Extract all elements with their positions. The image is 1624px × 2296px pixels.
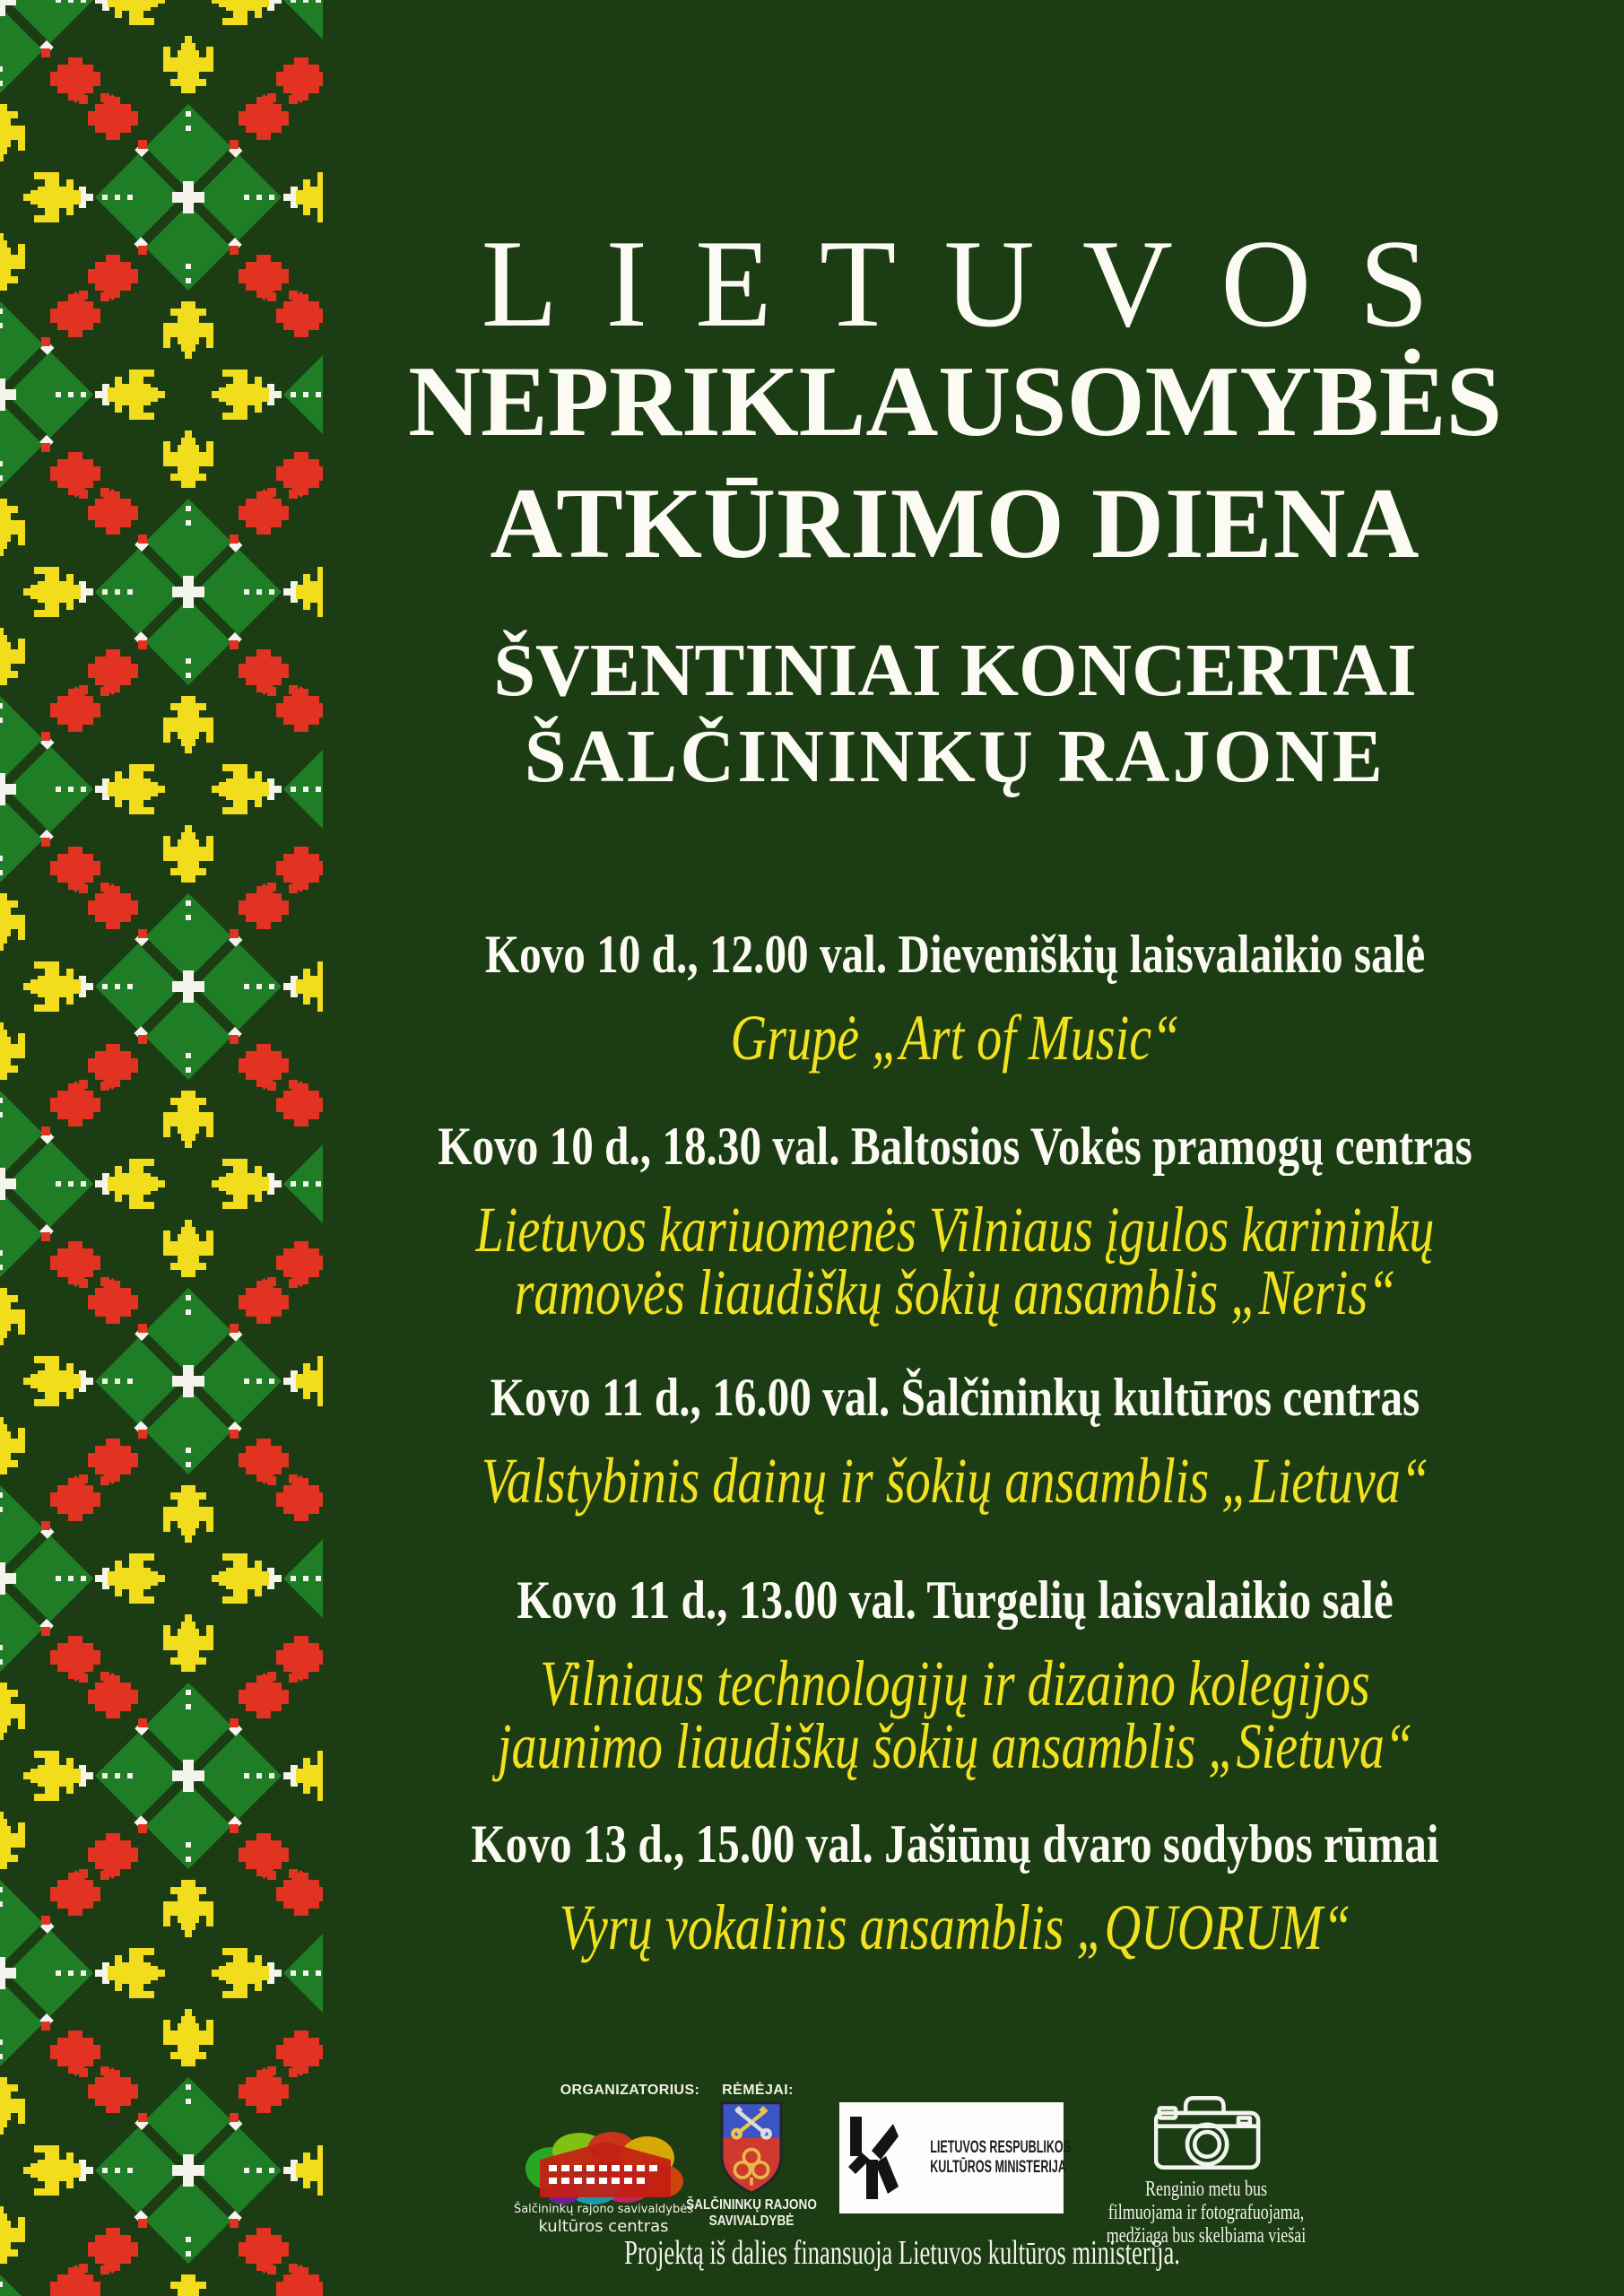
lk-ministry-mark <box>848 2117 899 2199</box>
event-3-performer: Valstybinis dainų ir šokių ansamblis „Lietuva“ <box>481 1445 1429 1517</box>
sponsors-label: RĖMĖJAI: <box>722 2083 794 2098</box>
event-4-performer-line1: Vilniaus technologijų ir dizaino kolegijos <box>540 1648 1370 1719</box>
event-4-heading: Kovo 11 d., 13.00 val. Turgelių laisvalaikio salė <box>517 1570 1394 1630</box>
camera-note-line1: Renginio metu bus <box>1144 2178 1267 2201</box>
poster-subtitle-line2: ŠALČININKŲ RAJONE <box>524 715 1386 798</box>
ministry-name-line1: LIETUVOS RESPUBLIKOS <box>930 2138 1072 2157</box>
organizer-logo-caption-line2: kultūros centras <box>538 2217 669 2236</box>
poster-subtitle-line1: ŠVENTINIAI KONCERTAI <box>493 629 1417 712</box>
funding-note: Projektą iš dalies finansuoja Lietuvos kultūros ministerija. <box>624 2234 1180 2272</box>
poster-title-line1: LIETUVOS <box>481 214 1477 353</box>
event-2-performer-line1: Lietuvos kariuomenės Vilniaus įgulos karininkų <box>475 1194 1435 1265</box>
organizer-logo-caption-line1: Šalčininkų rajono savivaldybės <box>513 2203 694 2216</box>
ministry-name-line2: KULTŪROS MINISTERIJA <box>930 2158 1066 2177</box>
municipality-caption-line1: ŠALČININKŲ RAJONO <box>686 2197 817 2213</box>
event-1-performer: Grupė „Art of Music“ <box>730 1002 1180 1074</box>
organizer-label: ORGANIZATORIUS: <box>560 2083 700 2098</box>
poster-title-line2: NEPRIKLAUSOMYBĖS <box>408 346 1502 457</box>
camera-note-line2: filmuojama ir fotografuojama, <box>1107 2201 1305 2224</box>
folk-pattern-border <box>0 0 323 2296</box>
event-5-performer: Vyrų vokalinis ansamblis „QUORUM“ <box>559 1892 1351 1963</box>
municipality-caption-line2: SAVIVALDYBĖ <box>708 2213 795 2229</box>
coat-of-arms-shield <box>719 2100 784 2196</box>
event-5-heading: Kovo 13 d., 15.00 val. Jašiūnų dvaro sodybos rūmai <box>471 1814 1439 1874</box>
paint-splatter-logo <box>520 2127 690 2206</box>
event-4-performer-line2: jaunimo liaudiškų šokių ansamblis „Sietuva“ <box>497 1710 1413 1782</box>
event-2-heading: Kovo 10 d., 18.30 val. Baltosios Vokės pramogų centras <box>438 1117 1472 1176</box>
event-2-performer-line2: ramovės liaudiškų šokių ansamblis „Neris“ <box>514 1257 1396 1328</box>
event-3-heading: Kovo 11 d., 16.00 val. Šalčininkų kultūros centras <box>490 1368 1420 1427</box>
poster-title-line3: ATKŪRIMO DIENA <box>490 468 1420 579</box>
event-1-heading: Kovo 10 d., 12.00 val. Dieveniškių laisvalaikio salė <box>484 925 1426 984</box>
camera-note-line3: medžiaga bus skelbiama viešai <box>1106 2224 1307 2248</box>
camera-icon <box>1154 2092 1262 2174</box>
ministry-name <box>930 2138 1072 2178</box>
